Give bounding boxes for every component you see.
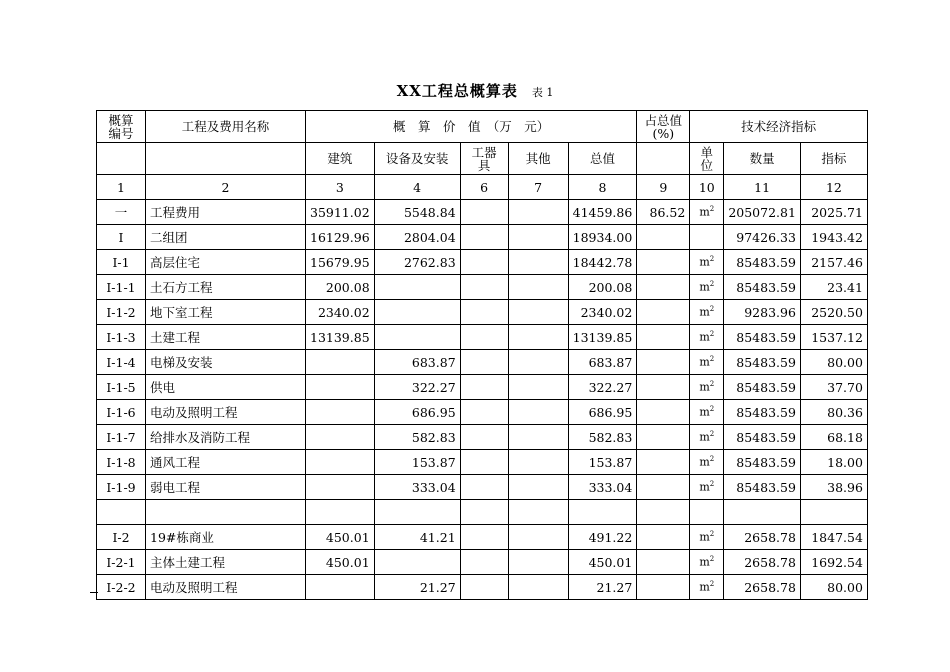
row-code: I-1-7 [97, 425, 146, 450]
superscript-two: 2 [709, 530, 715, 539]
superscript-two: 2 [709, 355, 715, 364]
row-tools [460, 575, 508, 600]
row-quantity: 85483.59 [724, 450, 801, 475]
row-share [637, 325, 690, 350]
row-other [508, 325, 568, 350]
header-total [568, 143, 637, 175]
row-name: 主体土建工程 [146, 550, 306, 575]
row-share [637, 575, 690, 600]
row-equipment: 333.04 [374, 475, 460, 500]
row-code: I-1-2 [97, 300, 146, 325]
row-code: I-1-8 [97, 450, 146, 475]
row-other [508, 450, 568, 475]
row-equipment: 5548.84 [374, 200, 460, 225]
row-building [306, 375, 375, 400]
row-other [508, 200, 568, 225]
row-index [800, 500, 867, 525]
row-code: I-1-5 [97, 375, 146, 400]
row-name: 电动及照明工程 [146, 400, 306, 425]
row-unit: $m^2$ [690, 350, 724, 375]
row-total: 18442.78 [568, 250, 637, 275]
row-quantity: 85483.59 [724, 250, 801, 275]
header-share-text: 占总值 (%) [644, 112, 683, 141]
row-tools [460, 400, 508, 425]
row-index: 80.36 [800, 400, 867, 425]
row-equipment: 686.95 [374, 400, 460, 425]
header-estimate-text: 概 算 价 值 （万 元） [393, 119, 550, 134]
row-equipment [374, 550, 460, 575]
row-equipment [374, 300, 460, 325]
row-equipment: 322.27 [374, 375, 460, 400]
row-unit: $m^2$ [690, 300, 724, 325]
header-other-text: 其他 [525, 151, 551, 166]
row-tools [460, 500, 508, 525]
table-row [97, 450, 868, 475]
row-quantity: 85483.59 [724, 325, 801, 350]
row-name: 19#栋商业 [146, 525, 306, 550]
row-code: I-1-1 [97, 275, 146, 300]
row-code: I-2 [97, 525, 146, 550]
row-total: 13139.85 [568, 325, 637, 350]
superscript-two: 2 [709, 405, 715, 414]
row-share [637, 525, 690, 550]
row-share [637, 425, 690, 450]
table-row [97, 500, 868, 525]
row-code: I [97, 225, 146, 250]
row-building [306, 500, 375, 525]
column-number: 10 [690, 175, 724, 200]
header-other [508, 143, 568, 175]
row-tools [460, 525, 508, 550]
table-number: 表 1 [531, 86, 554, 99]
row-equipment: 21.27 [374, 575, 460, 600]
row-name: 弱电工程 [146, 475, 306, 500]
row-code: I-1-9 [97, 475, 146, 500]
row-quantity: 2658.78 [724, 525, 801, 550]
row-equipment: 2762.83 [374, 250, 460, 275]
row-total: 491.22 [568, 525, 637, 550]
row-code [97, 500, 146, 525]
row-name: 土建工程 [146, 325, 306, 350]
row-share [637, 225, 690, 250]
row-code: I-2-1 [97, 550, 146, 575]
row-building: 2340.02 [306, 300, 375, 325]
row-unit: $m^2$ [690, 450, 724, 475]
header-row-2 [97, 143, 868, 175]
row-other [508, 400, 568, 425]
row-index: 18.00 [800, 450, 867, 475]
row-total: 200.08 [568, 275, 637, 300]
row-building: 35911.02 [306, 200, 375, 225]
row-building [306, 450, 375, 475]
row-total: 18934.00 [568, 225, 637, 250]
row-total: 2340.02 [568, 300, 637, 325]
row-equipment: 153.87 [374, 450, 460, 475]
row-index: 1943.42 [800, 225, 867, 250]
row-share [637, 500, 690, 525]
column-number: 9 [637, 175, 690, 200]
row-code: I-1 [97, 250, 146, 275]
header-name [146, 111, 306, 143]
row-name: 给排水及消防工程 [146, 425, 306, 450]
header-code-text: 概算 编号 [108, 112, 134, 141]
row-index: 80.00 [800, 350, 867, 375]
table-row [97, 425, 868, 450]
row-unit: $m^2$ [690, 400, 724, 425]
row-unit: $m^2$ [690, 550, 724, 575]
header-name-text: 工程及费用名称 [181, 119, 270, 134]
table-row [97, 225, 868, 250]
row-total: 322.27 [568, 375, 637, 400]
page-title [0, 80, 950, 101]
table-row [97, 200, 868, 225]
row-building [306, 575, 375, 600]
row-tools [460, 350, 508, 375]
row-quantity: 9283.96 [724, 300, 801, 325]
header-unit-text: 单 位 [700, 144, 714, 173]
row-name: 地下室工程 [146, 300, 306, 325]
row-name: 通风工程 [146, 450, 306, 475]
row-share: 86.52 [637, 200, 690, 225]
row-unit: $m^2$ [690, 475, 724, 500]
superscript-two: 2 [709, 455, 715, 464]
row-index: 2025.71 [800, 200, 867, 225]
row-name [146, 500, 306, 525]
row-quantity: 85483.59 [724, 375, 801, 400]
column-number: 2 [146, 175, 306, 200]
superscript-two: 2 [709, 330, 715, 339]
row-other [508, 525, 568, 550]
row-unit: $m^2$ [690, 325, 724, 350]
row-name: 电梯及安装 [146, 350, 306, 375]
header-building [306, 143, 375, 175]
row-equipment: 2804.04 [374, 225, 460, 250]
row-index: 2520.50 [800, 300, 867, 325]
row-building: 15679.95 [306, 250, 375, 275]
row-unit: $m^2$ [690, 575, 724, 600]
table-row [97, 550, 868, 575]
table-row [97, 350, 868, 375]
header-code [97, 111, 146, 143]
row-tools [460, 250, 508, 275]
table-row [97, 250, 868, 275]
row-total: 686.95 [568, 400, 637, 425]
row-total: 683.87 [568, 350, 637, 375]
row-unit [690, 225, 724, 250]
row-total: 333.04 [568, 475, 637, 500]
row-building [306, 475, 375, 500]
row-quantity: 205072.81 [724, 200, 801, 225]
column-number: 12 [800, 175, 867, 200]
row-code: I-1-4 [97, 350, 146, 375]
row-code: I-2-2 [97, 575, 146, 600]
superscript-two: 2 [709, 480, 715, 489]
superscript-two: 2 [709, 555, 715, 564]
estimate-table [96, 110, 868, 600]
column-number: 11 [724, 175, 801, 200]
header-equipment-text: 设备及安装 [385, 151, 449, 166]
row-building: 13139.85 [306, 325, 375, 350]
header-indicator-text: 技术经济指标 [741, 119, 817, 134]
row-unit: $m^2$ [690, 425, 724, 450]
table-row [97, 300, 868, 325]
row-tools [460, 475, 508, 500]
row-index: 1692.54 [800, 550, 867, 575]
row-name: 土石方工程 [146, 275, 306, 300]
margin-mark [90, 592, 98, 593]
superscript-two: 2 [709, 305, 715, 314]
header-blank [637, 143, 690, 175]
header-total-text: 总值 [589, 151, 615, 166]
header-equipment [374, 143, 460, 175]
row-quantity: 2658.78 [724, 550, 801, 575]
row-share [637, 475, 690, 500]
header-index [800, 143, 867, 175]
row-other [508, 475, 568, 500]
row-total: 153.87 [568, 450, 637, 475]
row-share [637, 300, 690, 325]
row-name: 供电 [146, 375, 306, 400]
row-quantity [724, 500, 801, 525]
row-unit: $m^2$ [690, 525, 724, 550]
row-quantity: 85483.59 [724, 400, 801, 425]
row-equipment: 582.83 [374, 425, 460, 450]
row-tools [460, 450, 508, 475]
row-unit [690, 500, 724, 525]
row-total [568, 500, 637, 525]
row-total: 450.01 [568, 550, 637, 575]
superscript-two: 2 [709, 380, 715, 389]
table-row [97, 275, 868, 300]
header-unit [690, 143, 724, 175]
row-index: 80.00 [800, 575, 867, 600]
column-number-row [97, 175, 868, 200]
row-share [637, 350, 690, 375]
row-other [508, 425, 568, 450]
row-tools [460, 200, 508, 225]
column-number: 6 [460, 175, 508, 200]
row-other [508, 250, 568, 275]
row-tools [460, 425, 508, 450]
row-quantity: 97426.33 [724, 225, 801, 250]
row-tools [460, 225, 508, 250]
column-number: 8 [568, 175, 637, 200]
row-total: 21.27 [568, 575, 637, 600]
row-tools [460, 275, 508, 300]
header-quantity [724, 143, 801, 175]
row-building: 450.01 [306, 550, 375, 575]
row-index: 23.41 [800, 275, 867, 300]
row-name: 电动及照明工程 [146, 575, 306, 600]
header-index-text: 指标 [821, 151, 847, 166]
row-other [508, 275, 568, 300]
row-tools [460, 375, 508, 400]
column-number: 7 [508, 175, 568, 200]
row-tools [460, 550, 508, 575]
row-other [508, 350, 568, 375]
row-share [637, 400, 690, 425]
row-building [306, 400, 375, 425]
row-equipment: 683.87 [374, 350, 460, 375]
row-name: 工程费用 [146, 200, 306, 225]
table-row [97, 375, 868, 400]
row-unit: $m^2$ [690, 375, 724, 400]
header-blank [146, 143, 306, 175]
row-share [637, 275, 690, 300]
row-quantity: 85483.59 [724, 475, 801, 500]
row-name: 高层住宅 [146, 250, 306, 275]
row-quantity: 85483.59 [724, 425, 801, 450]
row-equipment [374, 325, 460, 350]
row-tools [460, 300, 508, 325]
row-equipment [374, 500, 460, 525]
row-index: 37.70 [800, 375, 867, 400]
row-unit: $m^2$ [690, 275, 724, 300]
row-quantity: 85483.59 [724, 350, 801, 375]
header-indicator [690, 111, 868, 143]
row-other [508, 300, 568, 325]
header-building-text: 建筑 [327, 151, 353, 166]
row-index: 1847.54 [800, 525, 867, 550]
row-building: 450.01 [306, 525, 375, 550]
row-index: 2157.46 [800, 250, 867, 275]
row-code: 一 [97, 200, 146, 225]
row-other [508, 550, 568, 575]
header-tools-text: 工器 具 [471, 144, 497, 173]
row-share [637, 550, 690, 575]
row-index: 38.96 [800, 475, 867, 500]
superscript-two: 2 [709, 580, 715, 589]
table-row [97, 475, 868, 500]
table-row [97, 575, 868, 600]
column-number: 4 [374, 175, 460, 200]
header-share [637, 111, 690, 143]
superscript-two: 2 [709, 255, 715, 264]
superscript-two: 2 [709, 430, 715, 439]
row-tools [460, 325, 508, 350]
row-other [508, 500, 568, 525]
row-name: 二组团 [146, 225, 306, 250]
row-building [306, 425, 375, 450]
row-other [508, 225, 568, 250]
row-equipment [374, 275, 460, 300]
row-code: I-1-6 [97, 400, 146, 425]
row-share [637, 250, 690, 275]
row-unit: $m^2$ [690, 250, 724, 275]
row-other [508, 375, 568, 400]
header-quantity-text: 数量 [749, 151, 775, 166]
row-total: 41459.86 [568, 200, 637, 225]
row-share [637, 450, 690, 475]
superscript-two: 2 [709, 280, 715, 289]
column-number: 1 [97, 175, 146, 200]
table-row [97, 325, 868, 350]
row-other [508, 575, 568, 600]
column-number: 3 [306, 175, 375, 200]
row-building: 200.08 [306, 275, 375, 300]
row-total: 582.83 [568, 425, 637, 450]
header-estimate [306, 111, 637, 143]
header-blank [97, 143, 146, 175]
row-equipment: 41.21 [374, 525, 460, 550]
table-row [97, 525, 868, 550]
table-row [97, 400, 868, 425]
row-unit: $m^2$ [690, 200, 724, 225]
row-quantity: 2658.78 [724, 575, 801, 600]
row-index: 68.18 [800, 425, 867, 450]
row-share [637, 375, 690, 400]
row-quantity: 85483.59 [724, 275, 801, 300]
row-building [306, 350, 375, 375]
row-building: 16129.96 [306, 225, 375, 250]
table-title: XX工程总概算表 [396, 82, 518, 100]
row-index: 1537.12 [800, 325, 867, 350]
header-tools [460, 143, 508, 175]
row-code: I-1-3 [97, 325, 146, 350]
header-row-1 [97, 111, 868, 143]
superscript-two: 2 [709, 205, 715, 214]
